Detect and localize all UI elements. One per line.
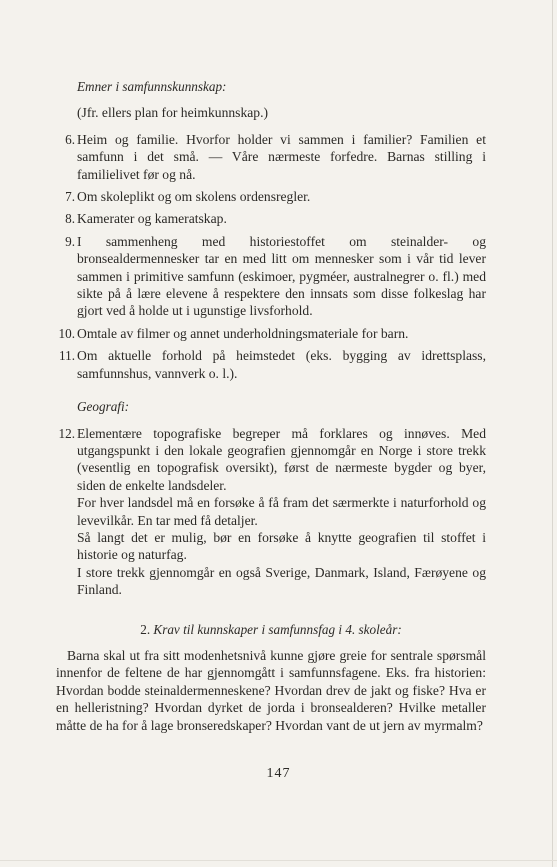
list-item-10 <box>56 325 486 342</box>
section-number: 2. <box>140 621 151 637</box>
geografi-paragraph: Elementære topografiske begreper må forklares og innøves. Med utgangspunkt i den lokale geografien gjennomgår en Norge i store trekk (vesentlig en topografisk oversikt), først de nærmeste bygder og byer, siden de enkelte landsdeler. <box>77 425 486 493</box>
item-text: Om aktuelle forhold på heimstedet (eks. bygging av idrettsplass, samfunnshus, vannverk o. l.). <box>77 348 486 381</box>
list-item-12 <box>56 425 486 599</box>
page-content <box>56 78 486 734</box>
section-body: Barna skal ut fra sitt modenhetsnivå kunne gjøre greie for sentrale spørsmål innenfor de feltene de har gjennomgått i samfunnsfagene. Eks. fra historien: Hvordan bodde steinaldermenneskene? Hvordan drev de jakt og fiske? Hva er en helleristning? Hvordan dyrket de jorda i bronsealderen? Hvilke metaller måtte de ha for å lage bronseredskaper? Hvordan vant de ut jern av myrmalm? <box>56 647 486 733</box>
page-edge-bottom <box>0 860 557 861</box>
item-number: 7. <box>65 189 75 205</box>
item-text: Heim og familie. Hvorfor holder vi sammen i familier? Familien et samfunn i det små. — Våre nærmeste forfedre. Barnas stilling i familielivet før og nå. <box>77 131 486 182</box>
page-number: 147 <box>266 766 291 781</box>
list-item-8 <box>56 210 486 227</box>
emner-note: (Jfr. ellers plan for heimkunnskap.) <box>77 105 269 121</box>
section-title-text: Krav til kunnskaper i samfunnsfag i 4. skoleår: <box>153 621 402 637</box>
item-text: I sammenheng med historiestoffet om steinalder- og bronsealdermennesker tar en med litt om mennesker som i vår tid lever sammen i primitive samfunn (eskimoer, pygméer, australnegrer o. fl.) med sikte på å lære elevene å respektere den innsats som disse folkeslag har gjort ved å holde ut i ugunstige livsforhold. <box>77 233 486 319</box>
item-number: 9. <box>65 233 75 249</box>
item-number: 10. <box>58 325 75 341</box>
list-item-7 <box>56 188 486 205</box>
item-text: Om skoleplikt og om skolens ordensregler. <box>77 189 311 205</box>
geografi-paragraph: I store trekk gjennomgår en også Sverige, Danmark, Island, Færøyene og Finland. <box>77 564 486 598</box>
geografi-paragraph: For hver landsdel må en forsøke å få fram det særmerkte i naturforhold og levevilkår. En tar med få detaljer. <box>77 495 486 528</box>
item-number: 6. <box>65 131 75 147</box>
page-edge-right <box>552 0 553 867</box>
geografi-paragraph: Så langt det er mulig, bør en forsøke å knytte geografien til stoffet i historie og naturfag. <box>77 529 486 563</box>
item-text: Kamerater og kameratskap. <box>77 211 227 227</box>
list-item-11 <box>56 347 486 382</box>
list-item-6 <box>56 131 486 183</box>
geografi-heading: Geografi: <box>77 399 130 415</box>
item-text: Omtale av filmer og annet underholdningsmateriale for barn. <box>77 325 409 341</box>
emner-heading: Emner i samfunnskunnskap: <box>77 79 227 94</box>
item-number: 11. <box>59 348 75 364</box>
item-number: 12. <box>58 425 75 441</box>
item-number: 8. <box>65 211 75 227</box>
section-title <box>56 621 486 638</box>
list-item-9 <box>56 233 486 320</box>
